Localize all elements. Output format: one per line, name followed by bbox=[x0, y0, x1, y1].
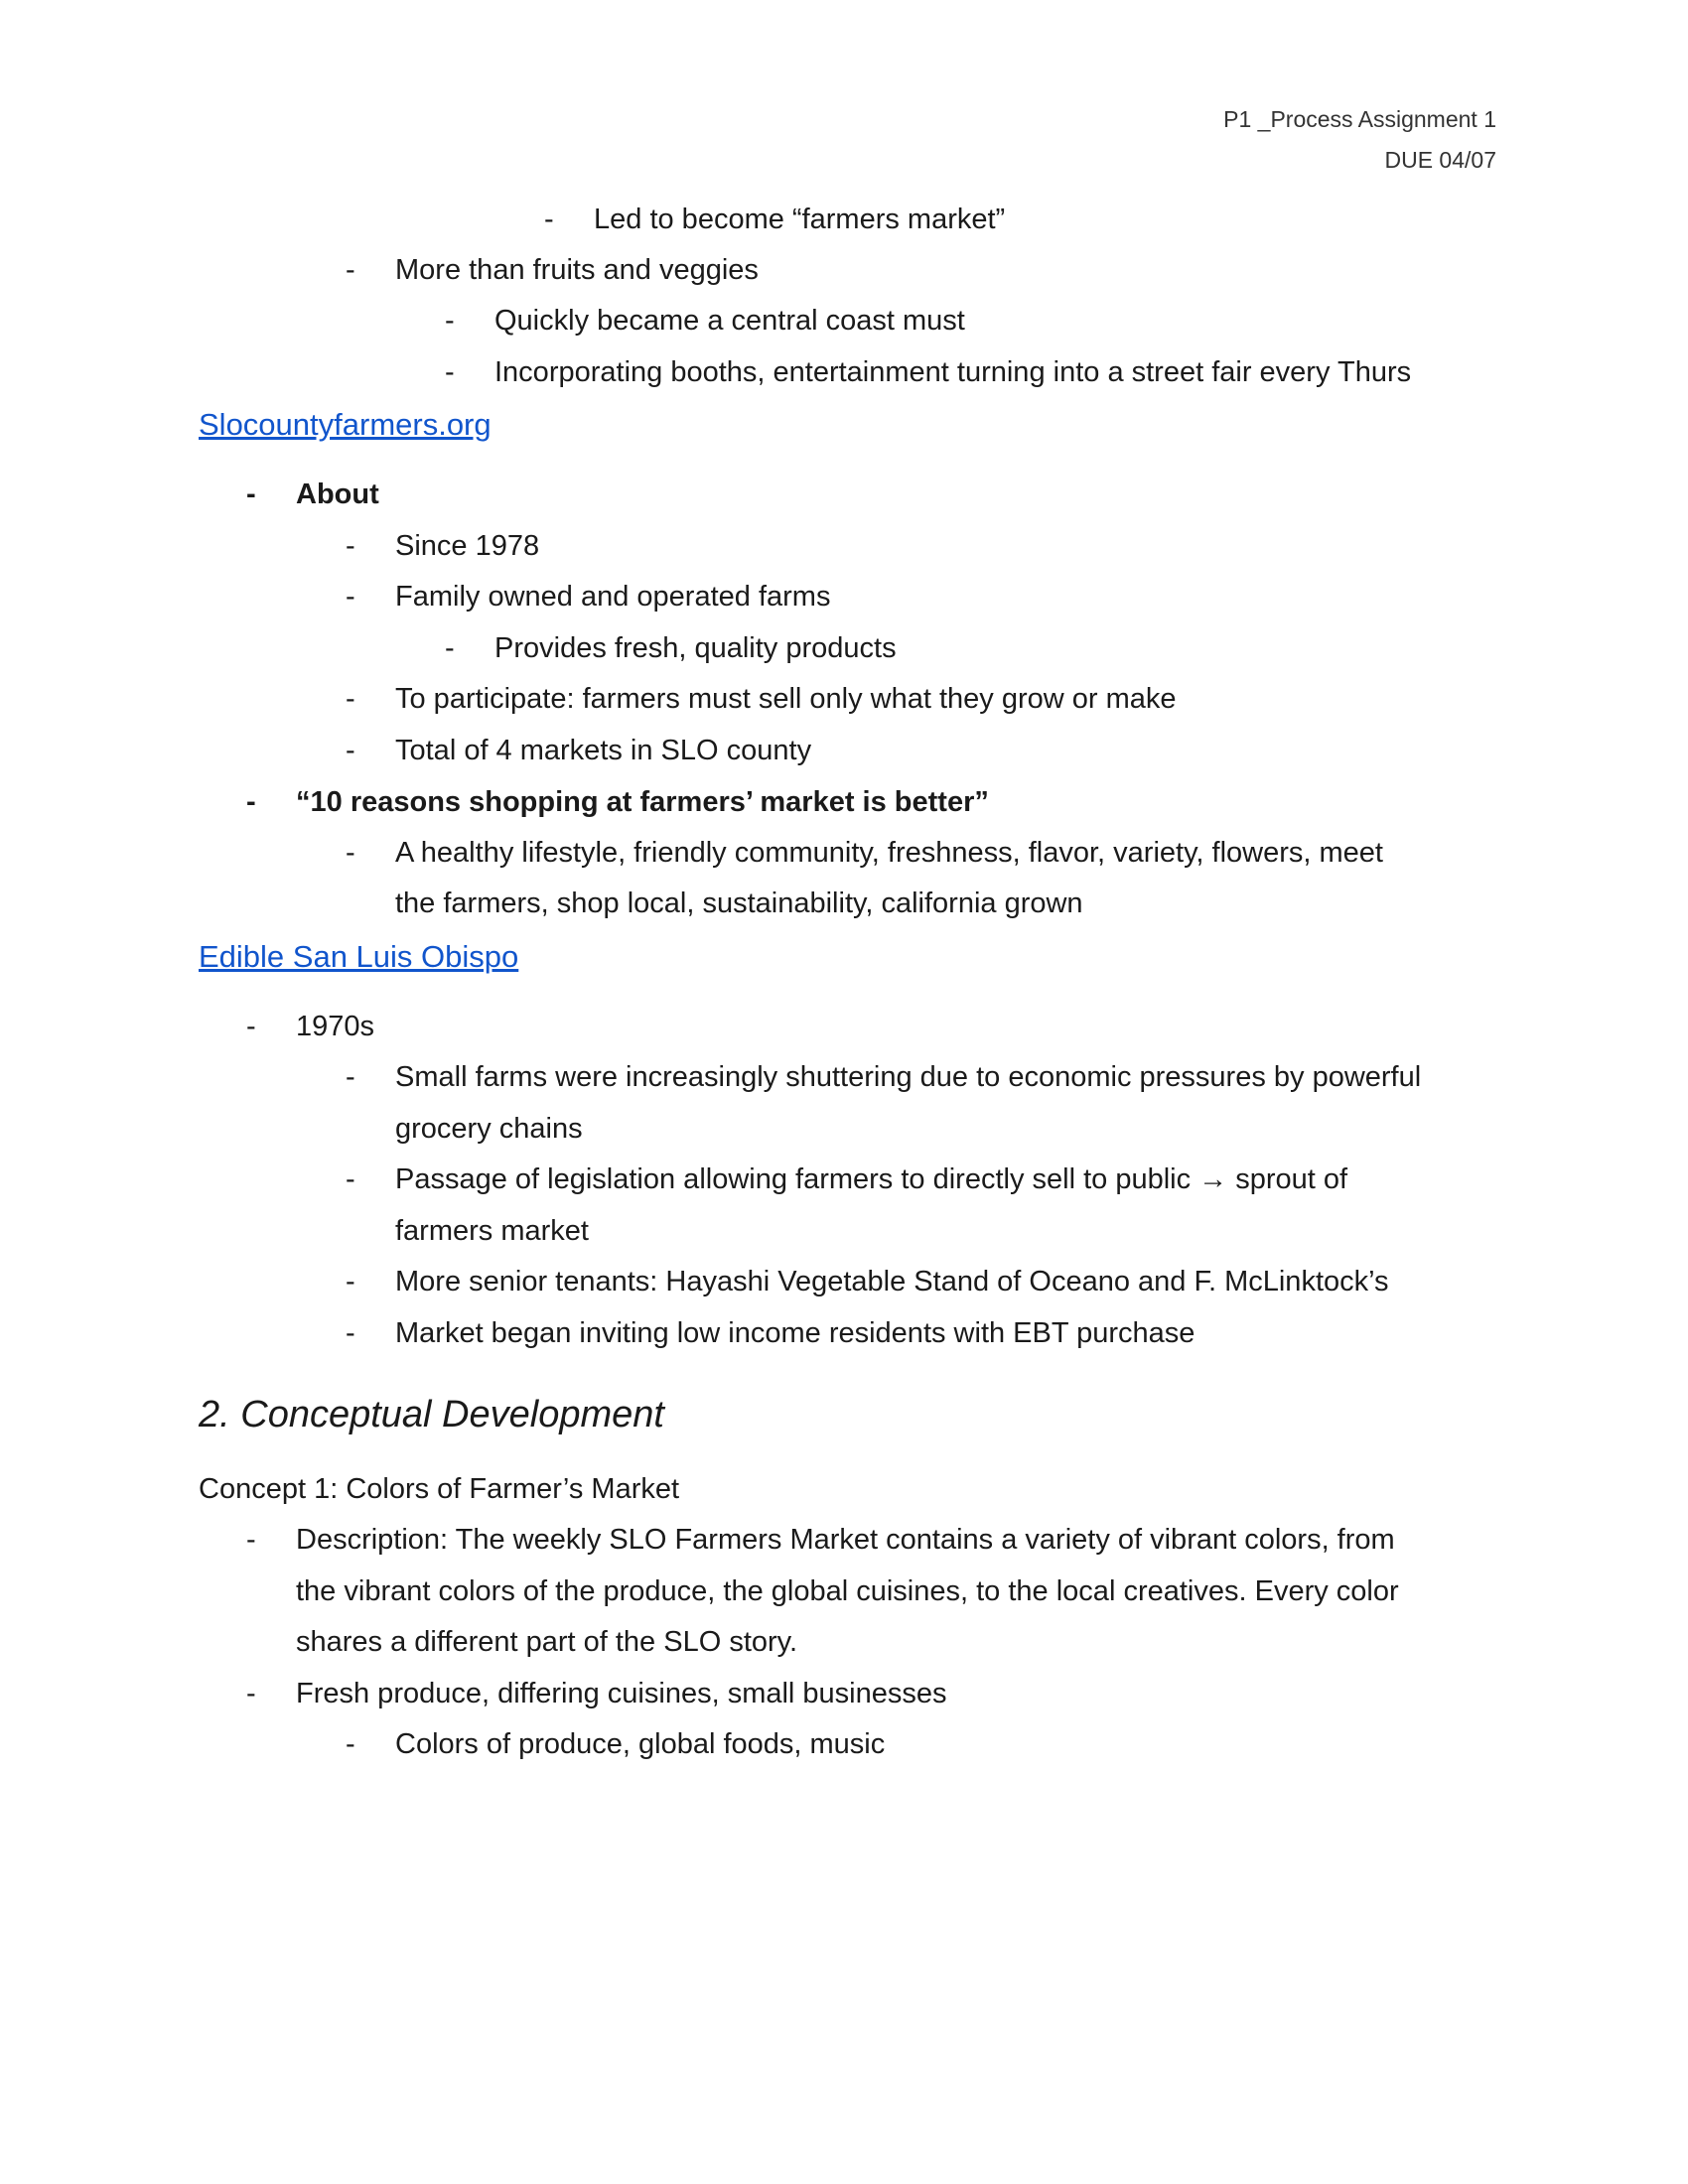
bullet-dash: - bbox=[246, 786, 256, 818]
section-heading: 2. Conceptual Development bbox=[199, 1394, 664, 1435]
due-date: DUE 04/07 bbox=[1384, 147, 1496, 173]
bullet-dash: - bbox=[346, 1728, 355, 1760]
link-slocountyfarmers[interactable]: Slocountyfarmers.org bbox=[199, 407, 492, 442]
page-header bbox=[1223, 99, 1496, 181]
concept-title: Concept 1: Colors of Farmer’s Market bbox=[199, 1473, 680, 1505]
assignment-title: P1 _Process Assignment 1 bbox=[1223, 106, 1496, 132]
bullet-dash: - bbox=[246, 1524, 256, 1556]
link-edible-slo[interactable]: Edible San Luis Obispo bbox=[199, 939, 519, 974]
bullet-dash: - bbox=[246, 1011, 256, 1042]
bullet-dash: - bbox=[544, 204, 554, 235]
bullet-dash: - bbox=[445, 632, 455, 664]
bullet-dash: - bbox=[246, 478, 256, 510]
bullet-dash: - bbox=[346, 254, 355, 286]
bullet-dash: - bbox=[346, 581, 355, 613]
bullet-dash: - bbox=[346, 530, 355, 562]
bullet-dash: - bbox=[346, 837, 355, 869]
bullet-dash: - bbox=[445, 356, 455, 388]
bullet-dash: - bbox=[445, 305, 455, 337]
bullet-dash: - bbox=[346, 1163, 355, 1195]
bullet-dash: - bbox=[346, 1266, 355, 1297]
bullet-dash: - bbox=[346, 1061, 355, 1093]
about-heading: About bbox=[296, 478, 379, 510]
reasons-heading: “10 reasons shopping at farmers’ market is better” bbox=[296, 786, 989, 818]
bullet-dash: - bbox=[246, 1678, 256, 1709]
bullet-dash: - bbox=[346, 683, 355, 715]
bullet-dash: - bbox=[346, 735, 355, 766]
bullet-dash: - bbox=[346, 1317, 355, 1349]
